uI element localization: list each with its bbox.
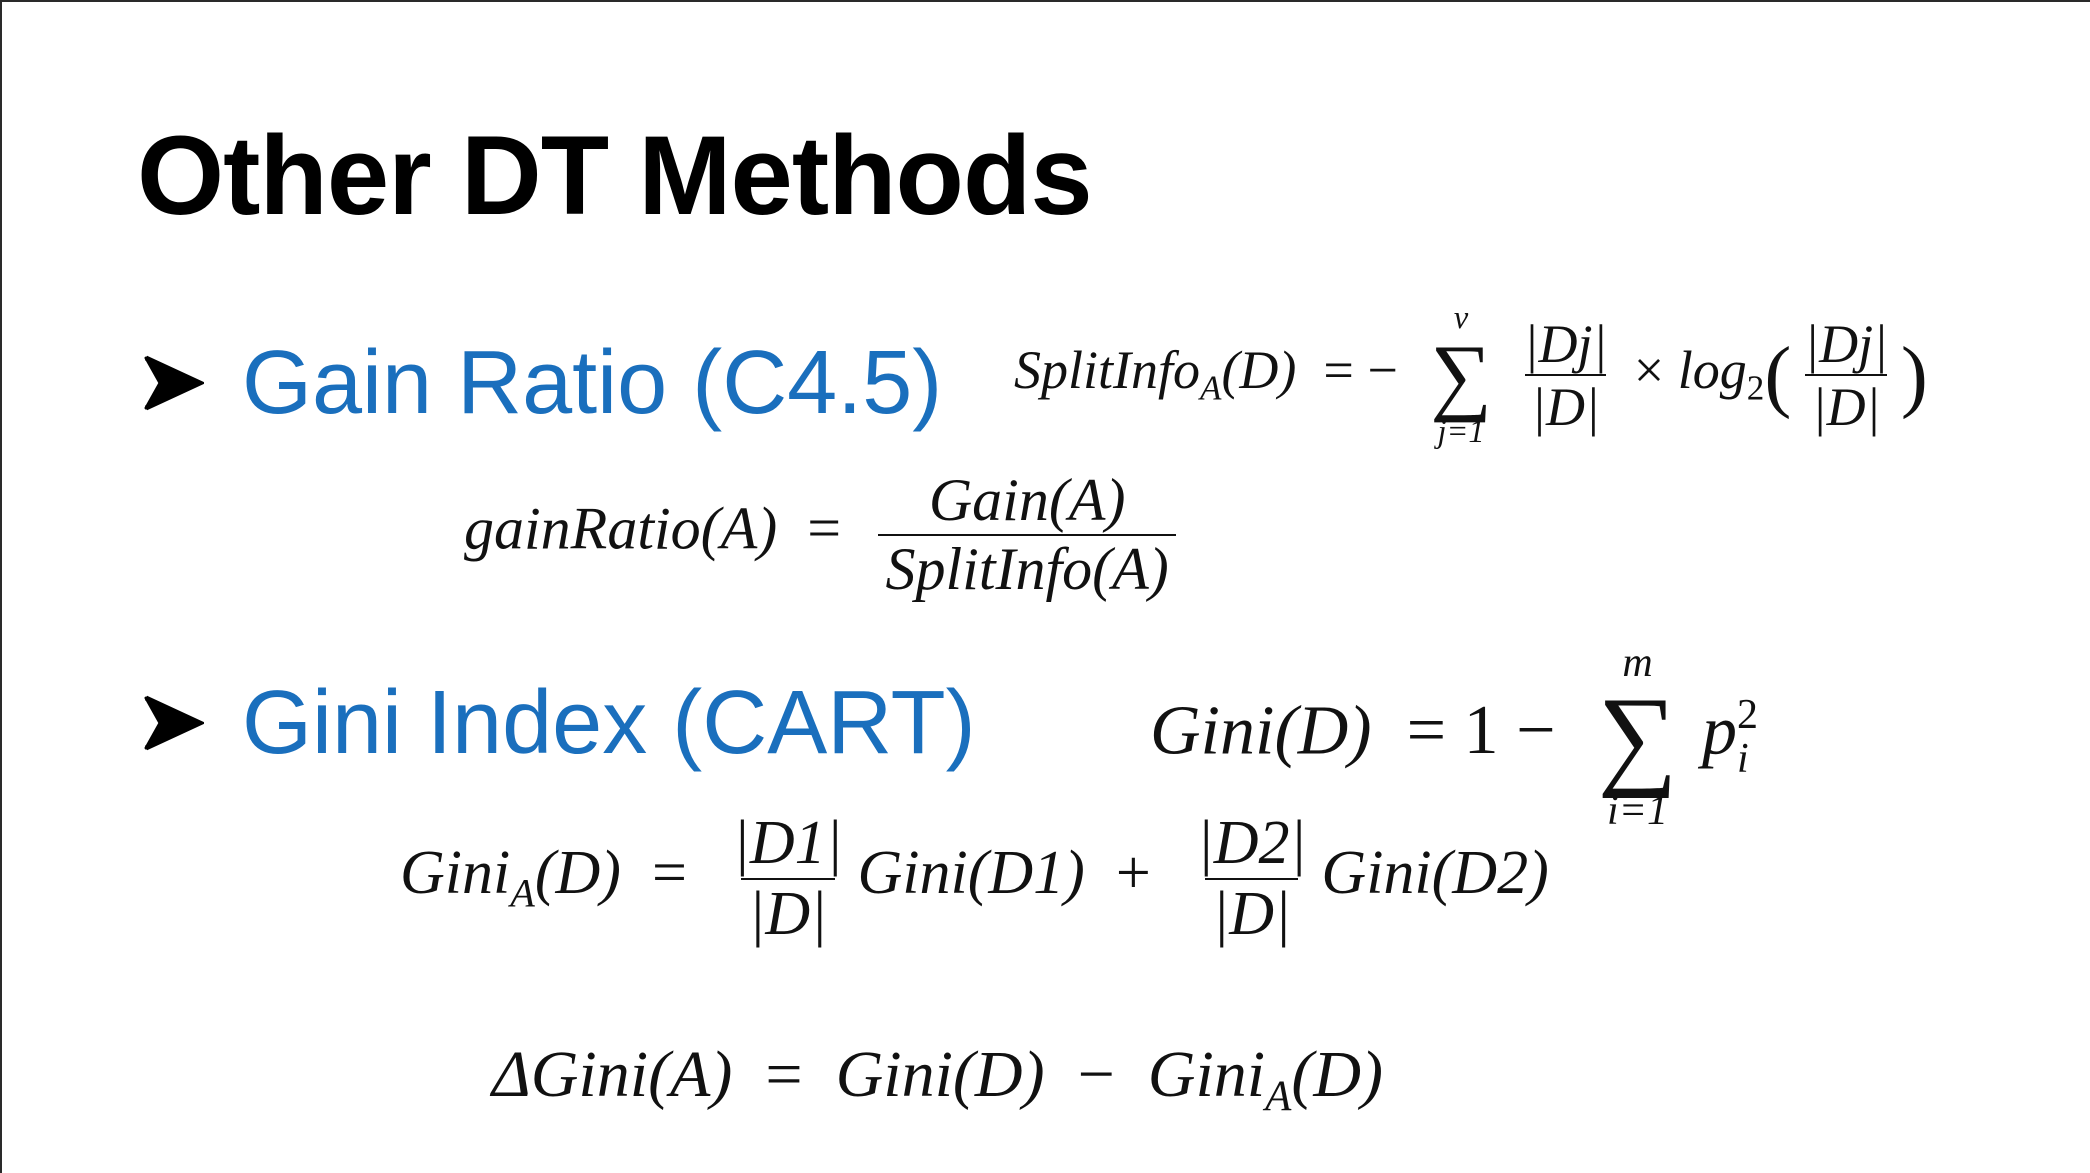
arrowhead-bullet-icon — [142, 352, 204, 414]
sigma-icon: ∑ — [1430, 327, 1492, 424]
bullet-gini-index-label: Gini Index (CART) — [242, 673, 976, 773]
formula-gini: Gini(D) = 1 − m ∑ i=1 p 2 i — [1150, 640, 1758, 835]
bullet-gini-index — [142, 673, 976, 773]
sigma-icon: ∑ — [1597, 675, 1678, 799]
formula-gain-ratio: gainRatio(A) = $\frac{\text{Gain(A)}}{\text{SplitInfo(A)}}$ — [464, 470, 1183, 599]
fraction-d1-d: $\frac{|D1|}{|D|}$ — [732, 809, 843, 949]
formula-split-info: SplitInfo$_A$(D) = − v ∑ j=1 $\frac{|Dj|}{|D|}$ × $\log_2$( $\frac{|Dj|}{|D|}$ ) — [1014, 300, 1928, 451]
summation-gini: m ∑ i=1 — [1597, 640, 1678, 835]
summation-split-info: v ∑ j=1 — [1430, 300, 1492, 451]
bullet-gain-ratio-label: Gain Ratio (C4.5) — [242, 333, 943, 433]
slide-title: Other DT Methods — [137, 113, 1092, 238]
fraction-d2-d: $\frac{|D2|}{|D|}$ — [1196, 809, 1307, 949]
bullet-gain-ratio — [142, 333, 943, 433]
formula-delta-gini: ΔGini(A) = Gini(D) − Gini$_A$(D) — [492, 1038, 1383, 1121]
arrowhead-bullet-icon — [142, 692, 204, 754]
fraction-dj-d-inner: $\frac{|Dj|}{|D|}$ — [1804, 314, 1888, 437]
fraction-dj-d: $\frac{|Dj|}{|D|}$ — [1523, 314, 1608, 437]
formula-gini-a: Gini$_A$(D) = $\frac{|D1|}{|D|}$ Gini(D1) + $\frac{|D2|}{|D|}$ Gini(D2) — [400, 809, 1549, 949]
fraction-gain-splitinfo: $\frac{\text{Gain(A)}}{\text{SplitInfo(A)}}$ — [878, 470, 1176, 599]
